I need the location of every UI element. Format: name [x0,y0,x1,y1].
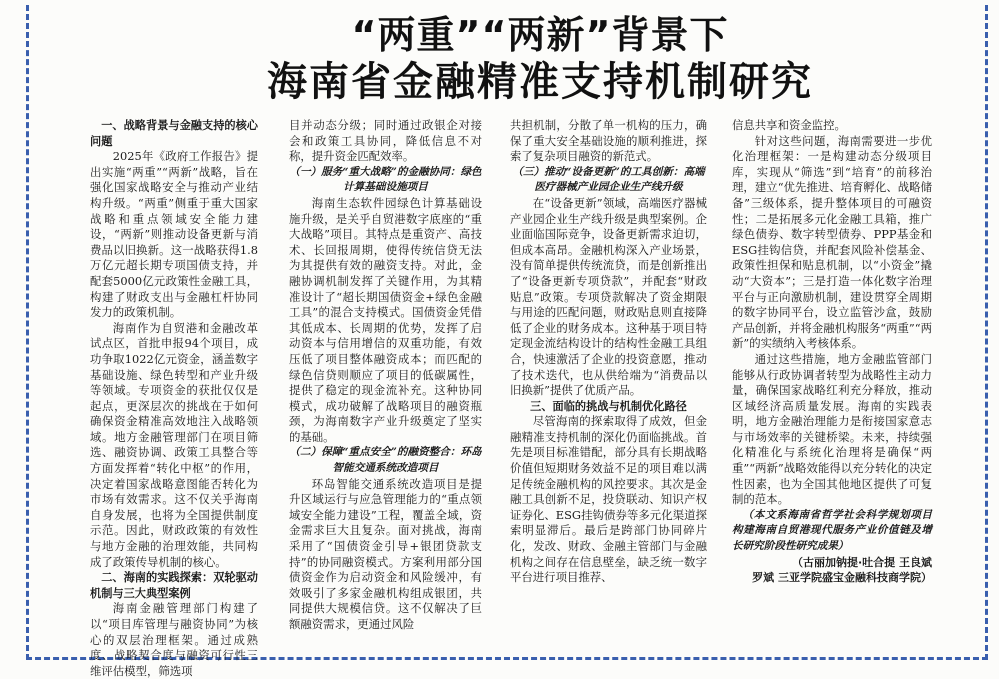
paragraph: 海南金融管理部门构建了以“项目库管理与融资协同”为核心的双层治理框架。通过成熟度、战略契合度与融资可行性三维评估模型，筛选项 [90,601,258,678]
paragraph: 通过这些措施，地方金融监管部门能够从行政协调者转型为战略性主动力量，确保国家战略红利充分释放，推动区域经济高质量发展。海南的实践表明，地方金融治理能力是衔接国家意志与市场效率的关键桥梁。未来，持续强化精准化与系统化治理将是确保“两重”“两新”战略效能得以充分转化的决定性因素，也为全国其他地区提供了可复制的范本。 [732,351,932,507]
article-column-3 [510,118,707,640]
paragraph: 2025年《政府工作报告》提出实施“两重”“两新”战略，旨在强化国家战略安全与推动产业结构升级。“两重”侧重于重大国家战略和重点领域安全能力建设，“两新”则推动设备更新与消费品以旧换新。这一战略获得1.8万亿元超长期专项国债支持，并配套5000亿元政策性金融工具，构建了财政支出与金融杠杆协同发力的政策机制。 [90,149,258,320]
paragraph: 针对这些问题，海南需要进一步优化治理框架：一是构建动态分级项目库，实现从“筛选”到“培育”的前移治理，建立“优先推进、培育孵化、战略储备”三级体系，提升整体项目的可融资性；二是拓展多元化金融工具箱，推广绿色债券、数字转型债券、PPP基金和ESG挂钩信贷，并配套风险补偿基金、政策性担保和贴息机制，以“小资金”撬动“大资本”；三是打造一体化数字治理平台与正向激励机制，建设贯穿全周期的数字协同平台，设立监管沙盒，鼓励产品创新，并将金融机构服务“两重”“两新”的实绩纳入考核体系。 [732,133,932,351]
paragraph: 信息共享和资金监控。 [732,118,846,132]
paragraph: 在“设备更新”领域，高端医疗器械产业园企业生产线升级是典型案例。企业面临国际竞争，设备更新需求迫切，但成本高昂。金融机构深入产业场景，没有简单提供传统流贷，而是创新推出了“设备更新专项贷款”，并配套“财政贴息”政策。专项贷款解决了资金期限与用途的匹配问题，财政贴息则直接降低了企业的财务成本。这种基于项目特定现金流结构设计的结构性金融工具组合，快速激活了企业的投资意愿，推动了技术迭代，也从供给端为“消费品以旧换新”提供了优质产品。 [510,195,707,398]
paragraph: 环岛智能交通系统改造项目是提升区域运行与应急管理能力的“重点领域安全能力建设”工程，覆盖全域，资金需求巨大且复杂。面对挑战，海南采用了“国债资金引导+银团贷款支持”的协同融资模式。方案利用部分国债资金作为启动资金和风险缓冲，有效吸引了多家金融机构组成银团，共同提供大规模信贷。这不仅解决了巨额融资需求，更通过风险 [289,476,482,631]
article-headline [190,12,890,106]
subsection-heading-1: （一）服务“重大战略”的金融协同：绿色计算基础设施项目 [289,165,482,194]
subsection-heading-2: （二）保障“重点安全”的融资整合：环岛智能交通系统改造项目 [289,446,482,475]
paragraph: 尽管海南的探索取得了成效，但金融精准支持机制的深化仍面临挑战。首先是项目标准错配，部分具有长期战略价值但短期财务效益不足的项目难以满足传统金融机构的风控要求。其次是金融工具创新不足，投贷联动、知识产权证券化、ESG挂钩债券等多元化渠道探索明显滞后。最后是跨部门协同碎片化，发改、财政、金融主管部门与金融机构之间存在信息壁垒，缺乏统一数字平台进行项目推荐、 [510,414,707,585]
section-heading-3: 三、面临的挑战与机制优化路径 [530,399,687,413]
headline-line-2: 海南省金融精准支持机制研究 [267,59,813,105]
funding-note: （本文系海南省哲学社会科学规划项目构建海南自贸港现代服务产业价值链及增长研究阶段性研究成果） [732,508,932,553]
paragraph: 目并动态分级；同时通过政银企对接会和政策工具协同，降低信息不对称，提升资金匹配效率。 [289,118,482,164]
section-heading-1: 一、战略背景与金融支持的核心问题 [90,119,258,148]
article-column-2 [289,118,482,640]
subsection-heading-3: （三）推动“设备更新”的工具创新：高端医疗器械产业园企业生产线升级 [512,165,705,194]
section-heading-2: 二、海南的实践探索：双轮驱动机制与三大典型案例 [90,571,258,600]
article-column-4 [732,118,932,640]
author-line-2: 罗斌 三亚学院盛宝金融科技商学院） [752,571,932,585]
paragraph: 海南生态软件园绿色计算基础设施升级，是关乎自贸港数字底座的“重大战略”项目。其特点是重资产、高技术、长回报周期，使得传统信贷无法为其提供有效的融资支持。对此，金融协调机制发挥了关键作用，为其精准设计了“超长期国债资金+绿色金融工具”的混合支持模式。国债资金凭借其低成本、长周期的优势，发挥了启动资本与信用增信的双重功能，有效压低了项目整体融资成本；而匹配的绿色信贷则顺应了项目的低碳属性，提供了稳定的现金流补充。这种协同模式，成功破解了战略项目的融资瓶颈，为海南数字产业升级奠定了坚实的基础。 [289,195,482,444]
article-column-1 [90,118,258,678]
paragraph: 海南作为自贸港和金融改革试点区，首批申报94个项目，成功争取1022亿元资金，涵盖数字基础设施、绿色转型和产业升级等领域。专项资金的获批仅仅是起点，更深层次的挑战在于如何确保资金精准高效地注入战略领域。地方金融管理部门在项目筛选、融资协调、政策工具整合等方面发挥着“转化中枢”的作用，决定着国家战略意图能否转化为市场有效需求。这不仅关乎海南自身发展，也将为全国提供制度示范。因此，财政政策的有效性与地方金融的治理效能，共同构成了政策传导机制的核心。 [90,320,258,569]
headline-line-1: “两重”“两新”背景下 [351,13,729,57]
author-line-1: （古丽加钠提·吐合提 王良斌 [791,555,932,569]
paragraph: 共担机制，分散了单一机构的压力，确保了重大安全基础设施的顺利推进，探索了复杂项目融资的新范式。 [510,118,707,164]
